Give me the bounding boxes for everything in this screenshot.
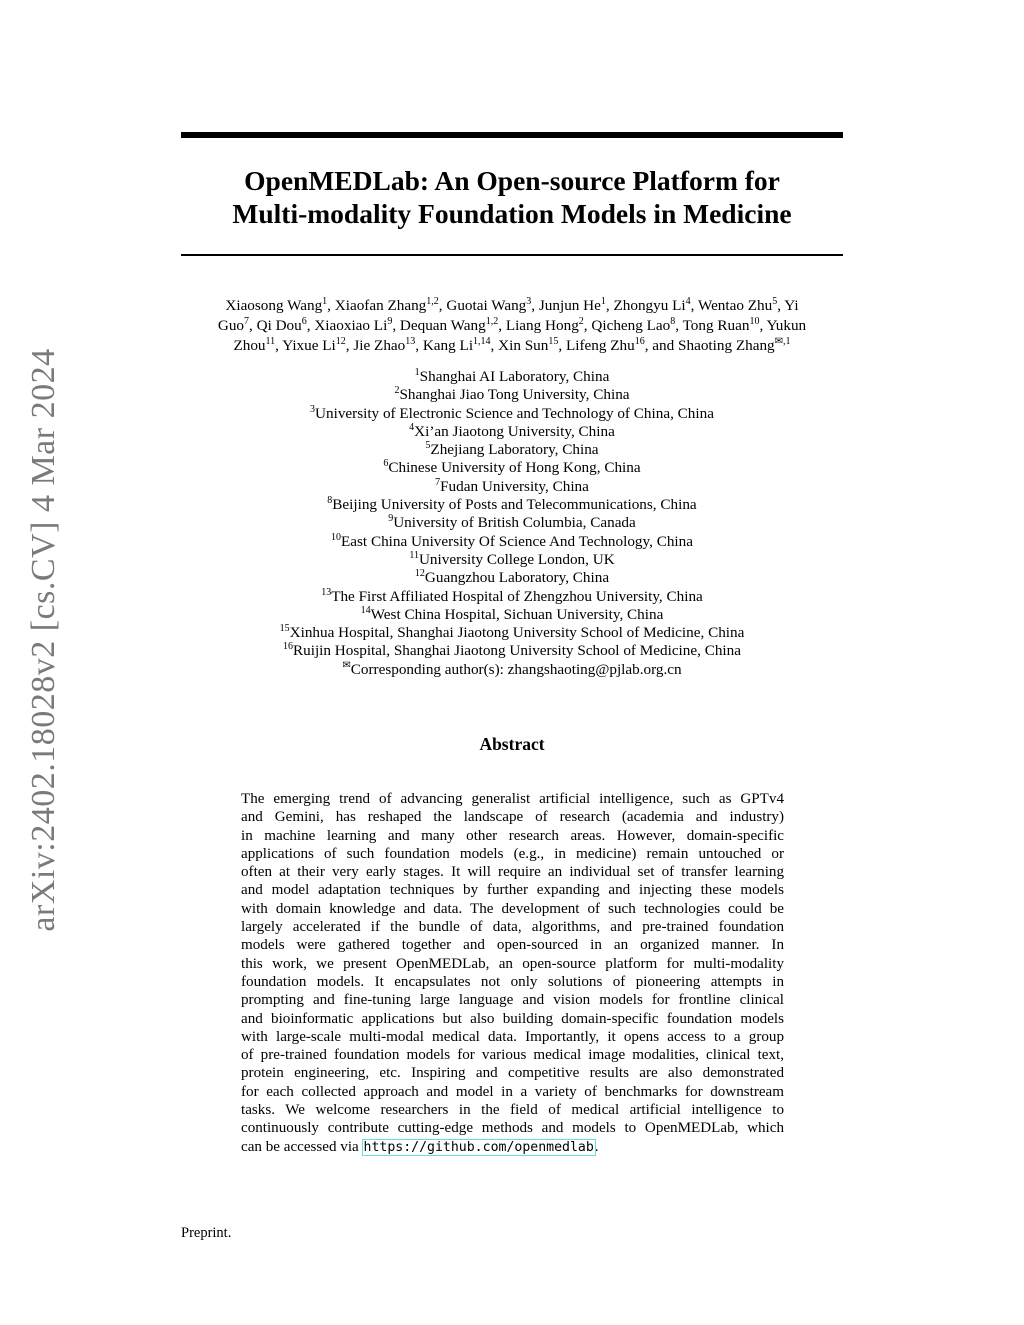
affiliation-sup: 11: [409, 549, 419, 561]
abstract-line: continuously contribute cutting-edge methods and models to OpenMEDLab, which: [241, 1120, 784, 1137]
author-name: Xiaosong Wang: [225, 297, 323, 314]
author-affil-sup: 13: [405, 336, 416, 347]
affiliation-sup: 10: [331, 531, 341, 543]
github-link[interactable]: https://github.com/openmedlab: [363, 1139, 594, 1155]
author-name: Qicheng Lao: [591, 317, 671, 334]
abstract-line: foundation models. It encapsulates not only solutions of pioneering attempts in: [241, 973, 784, 990]
author-affil-sup: 1,14: [473, 336, 491, 347]
affiliation-sup: 15: [279, 623, 290, 635]
affiliation-item: [181, 533, 843, 551]
author-affil-sup: 1,2: [485, 316, 499, 327]
author-list: [181, 296, 843, 356]
abstract-line: often at their very early stages. It will require an individual set of transfer learning: [241, 864, 784, 881]
abstract-heading: Abstract: [479, 734, 545, 754]
affiliation-sup: 1: [414, 367, 420, 378]
author-name-part: Yukun: [766, 317, 807, 334]
author-name: Guotai Wang: [446, 297, 527, 314]
affiliation-item: [181, 368, 843, 386]
affiliation-sup: 14: [360, 604, 371, 616]
author-name: Xiaofan Zhang: [334, 297, 427, 314]
affiliation-text: Guangzhou Laboratory, China: [424, 569, 610, 587]
abstract-line: for each collected approach and model in a variety of benchmarks for downstream: [241, 1083, 784, 1100]
author-sep: ,: [605, 297, 614, 314]
affiliation-item: [181, 386, 843, 404]
affiliation-sup: 7: [435, 476, 441, 488]
abstract-text: .: [594, 1138, 599, 1155]
affiliation-text: University College London, UK: [418, 550, 615, 568]
abstract-line: tasks. We welcome researchers in the field of medical artificial intelligence to: [241, 1102, 784, 1119]
affiliation-text: Shanghai Jiao Tong University, China: [399, 386, 630, 404]
author-sep: ,: [275, 337, 283, 354]
author-sep: ,: [249, 317, 257, 334]
author-sep: , and: [644, 337, 679, 354]
author-affil-sup: 2: [578, 316, 584, 327]
author-name-part: Zhou: [233, 337, 266, 354]
title-line: Multi-modality Foundation Models in Medicine: [232, 198, 792, 229]
author-name: Lifeng Zhu: [565, 337, 635, 354]
affiliation-text: Shanghai AI Laboratory, China: [419, 368, 610, 385]
abstract-line: with large-scale multi-modal medical data. Importantly, it opens access to a group: [241, 1028, 784, 1045]
title-line: OpenMEDLab: An Open-source Platform for: [244, 165, 780, 196]
abstract-line: [241, 1138, 784, 1157]
abstract-body: [241, 790, 784, 1157]
affiliation-text: Beijing University of Posts and Telecommunications, China: [332, 496, 697, 514]
affiliation-sup: 16: [283, 641, 293, 653]
author-name: Liang Hong: [505, 317, 579, 334]
abstract-line: in machine learning and many other research areas. However, domain-specific: [241, 827, 784, 844]
title-rule-top: [181, 132, 843, 138]
author-sep: ,: [583, 317, 592, 334]
author-sep: ,: [438, 297, 447, 314]
abstract-line: and Gemini, has reshaped the landscape of research (academia and industry): [241, 809, 784, 826]
abstract-line: of pre-trained foundation models for various medical image modalities, clinical text,: [241, 1047, 784, 1064]
affiliation-text: Xi’an Jiaotong University, China: [414, 422, 615, 440]
author-sep: ,: [490, 337, 499, 354]
author-name: Yixue Li: [282, 337, 336, 354]
abstract-line: and bioinformatic applications but also building domain-specific foundation models: [241, 1010, 784, 1027]
author-line: [181, 336, 843, 356]
author-name: Shaoting Zhang: [678, 337, 775, 354]
author-sep: ,: [498, 317, 506, 334]
affiliation-sup: 5: [425, 440, 431, 452]
affiliation-text: Chinese University of Hong Kong, China: [388, 459, 641, 477]
abstract-line: protein engineering, etc. Inspiring and competitive results are also demonstrated: [241, 1065, 784, 1082]
affiliation-item: [181, 606, 843, 624]
author-name: Tong Ruan: [682, 317, 750, 334]
affiliation-text: East China University Of Science And Technology, China: [341, 532, 693, 550]
author-affil-sup: 10: [749, 316, 760, 327]
author-affil-sup: ✉,1: [774, 336, 791, 347]
author-sep: ,: [327, 297, 335, 314]
author-name: Wentao Zhu: [697, 297, 773, 314]
author-affil-sup: 12: [335, 336, 346, 347]
author-affil-sup: 1,2: [426, 296, 439, 307]
affiliation-item: [181, 588, 843, 606]
affiliation-text: University of Electronic Science and Technology of China, China: [315, 404, 714, 422]
affiliation-list: [181, 368, 843, 679]
affiliation-item: [181, 441, 843, 459]
affiliation-item: [181, 496, 843, 514]
author-sep: ,: [306, 317, 315, 334]
affiliation-sup: 8: [327, 495, 333, 507]
affiliation-text: University of British Columbia, Canada: [393, 514, 636, 532]
affiliation-item: [181, 551, 843, 569]
author-name-part: Guo: [217, 317, 245, 334]
affiliation-text: West China Hospital, Sichuan University, China: [370, 605, 664, 623]
author-sep: ,: [759, 317, 767, 334]
affiliation-item: [181, 514, 843, 532]
author-affil-sup: 11: [265, 336, 276, 347]
author-affil-sup: 8: [670, 316, 676, 327]
affiliation-sup: 6: [383, 458, 389, 470]
affiliation-sup: ✉: [342, 659, 351, 671]
affiliation-item: [181, 624, 843, 642]
abstract-line: and model adaptation techniques by further expanding and injecting these models: [241, 882, 784, 899]
author-sep: ,: [392, 317, 400, 334]
affiliation-item: [181, 661, 843, 679]
affiliation-item: [181, 459, 843, 477]
author-affil-sup: 6: [301, 316, 307, 327]
author-affil-sup: 3: [526, 296, 532, 307]
abstract-line: largely accelerated if the bundle of data, algorithms, and pre-trained foundation: [241, 919, 784, 936]
author-affil-sup: 1: [322, 296, 328, 307]
affiliation-sup: 13: [321, 586, 332, 598]
affiliation-text: The First Affiliated Hospital of Zhengzhou University, China: [331, 587, 703, 605]
affiliation-text: Fudan University, China: [440, 477, 589, 495]
paper-title: [181, 164, 843, 230]
author-affil-sup: 5: [772, 296, 778, 307]
abstract-line: this work, we present OpenMEDLab, an open-source platform for multi-modality: [241, 955, 784, 972]
author-name: Xiaoxiao Li: [314, 317, 388, 334]
author-sep: ,: [690, 297, 698, 314]
author-name: Qi Dou: [256, 317, 302, 334]
author-affil-sup: 15: [548, 336, 559, 347]
abstract-line: applications of such foundation models (e.g., in medicine) remain untouched or: [241, 845, 784, 862]
author-line: [181, 316, 843, 336]
abstract-line: The emerging trend of advancing generalist artificial intelligence, such as GPTv4: [241, 791, 784, 807]
abstract-text: can be accessed via: [241, 1138, 363, 1155]
abstract-line: prompting and fine-tuning large language and vision models for frontline clinical: [241, 992, 784, 1009]
author-sep: ,: [415, 337, 423, 354]
author-name: Kang Li: [422, 337, 474, 354]
author-name: Dequan Wang: [399, 317, 486, 334]
author-sep: ,: [675, 317, 683, 334]
affiliation-sup: 12: [414, 568, 425, 580]
affiliation-item: [181, 405, 843, 423]
affiliation-sup: 4: [409, 421, 415, 433]
author-name: Xin Sun: [498, 337, 549, 354]
author-name-part: Yi: [784, 297, 799, 314]
author-sep: ,: [531, 297, 539, 314]
arxiv-stamp: arXiv:2402.18028v2 [cs.CV] 4 Mar 2024: [25, 348, 62, 932]
author-name: Zhongyu Li: [613, 297, 686, 314]
affiliation-sup: 3: [310, 403, 316, 415]
author-affil-sup: 1: [600, 296, 606, 307]
affiliation-item: [181, 423, 843, 441]
affiliation-text: Zhejiang Laboratory, China: [430, 441, 599, 459]
author-affil-sup: 4: [685, 296, 691, 307]
affiliation-text: Ruijin Hospital, Shanghai Jiaotong University School of Medicine, China: [293, 642, 741, 660]
author-affil-sup: 7: [244, 316, 250, 327]
affiliation-sup: 2: [394, 385, 400, 397]
author-affil-sup: 9: [387, 316, 393, 327]
affiliation-item: [181, 642, 843, 660]
author-name: Jie Zhao: [353, 337, 406, 354]
author-sep: ,: [558, 337, 566, 354]
author-sep: ,: [777, 297, 785, 314]
affiliation-item: [181, 478, 843, 496]
affiliation-text: Xinhua Hospital, Shanghai Jiaotong University School of Medicine, China: [289, 624, 745, 642]
affiliation-text: Corresponding author(s): zhangshaoting@pjlab.org.cn: [350, 660, 682, 678]
author-sep: ,: [345, 337, 354, 354]
footer-note: Preprint.: [181, 1225, 232, 1241]
author-name: Junjun He: [538, 297, 601, 314]
affiliation-sup: 9: [388, 513, 394, 525]
affiliation-item: [181, 569, 843, 587]
abstract-line: models were gathered together and open-sourced in an organized manner. In: [241, 937, 784, 954]
author-affil-sup: 16: [634, 336, 645, 347]
abstract-line: with domain knowledge and data. The development of such technologies could be: [241, 900, 784, 917]
author-line: [181, 296, 843, 316]
title-rule-bottom: [181, 254, 843, 256]
